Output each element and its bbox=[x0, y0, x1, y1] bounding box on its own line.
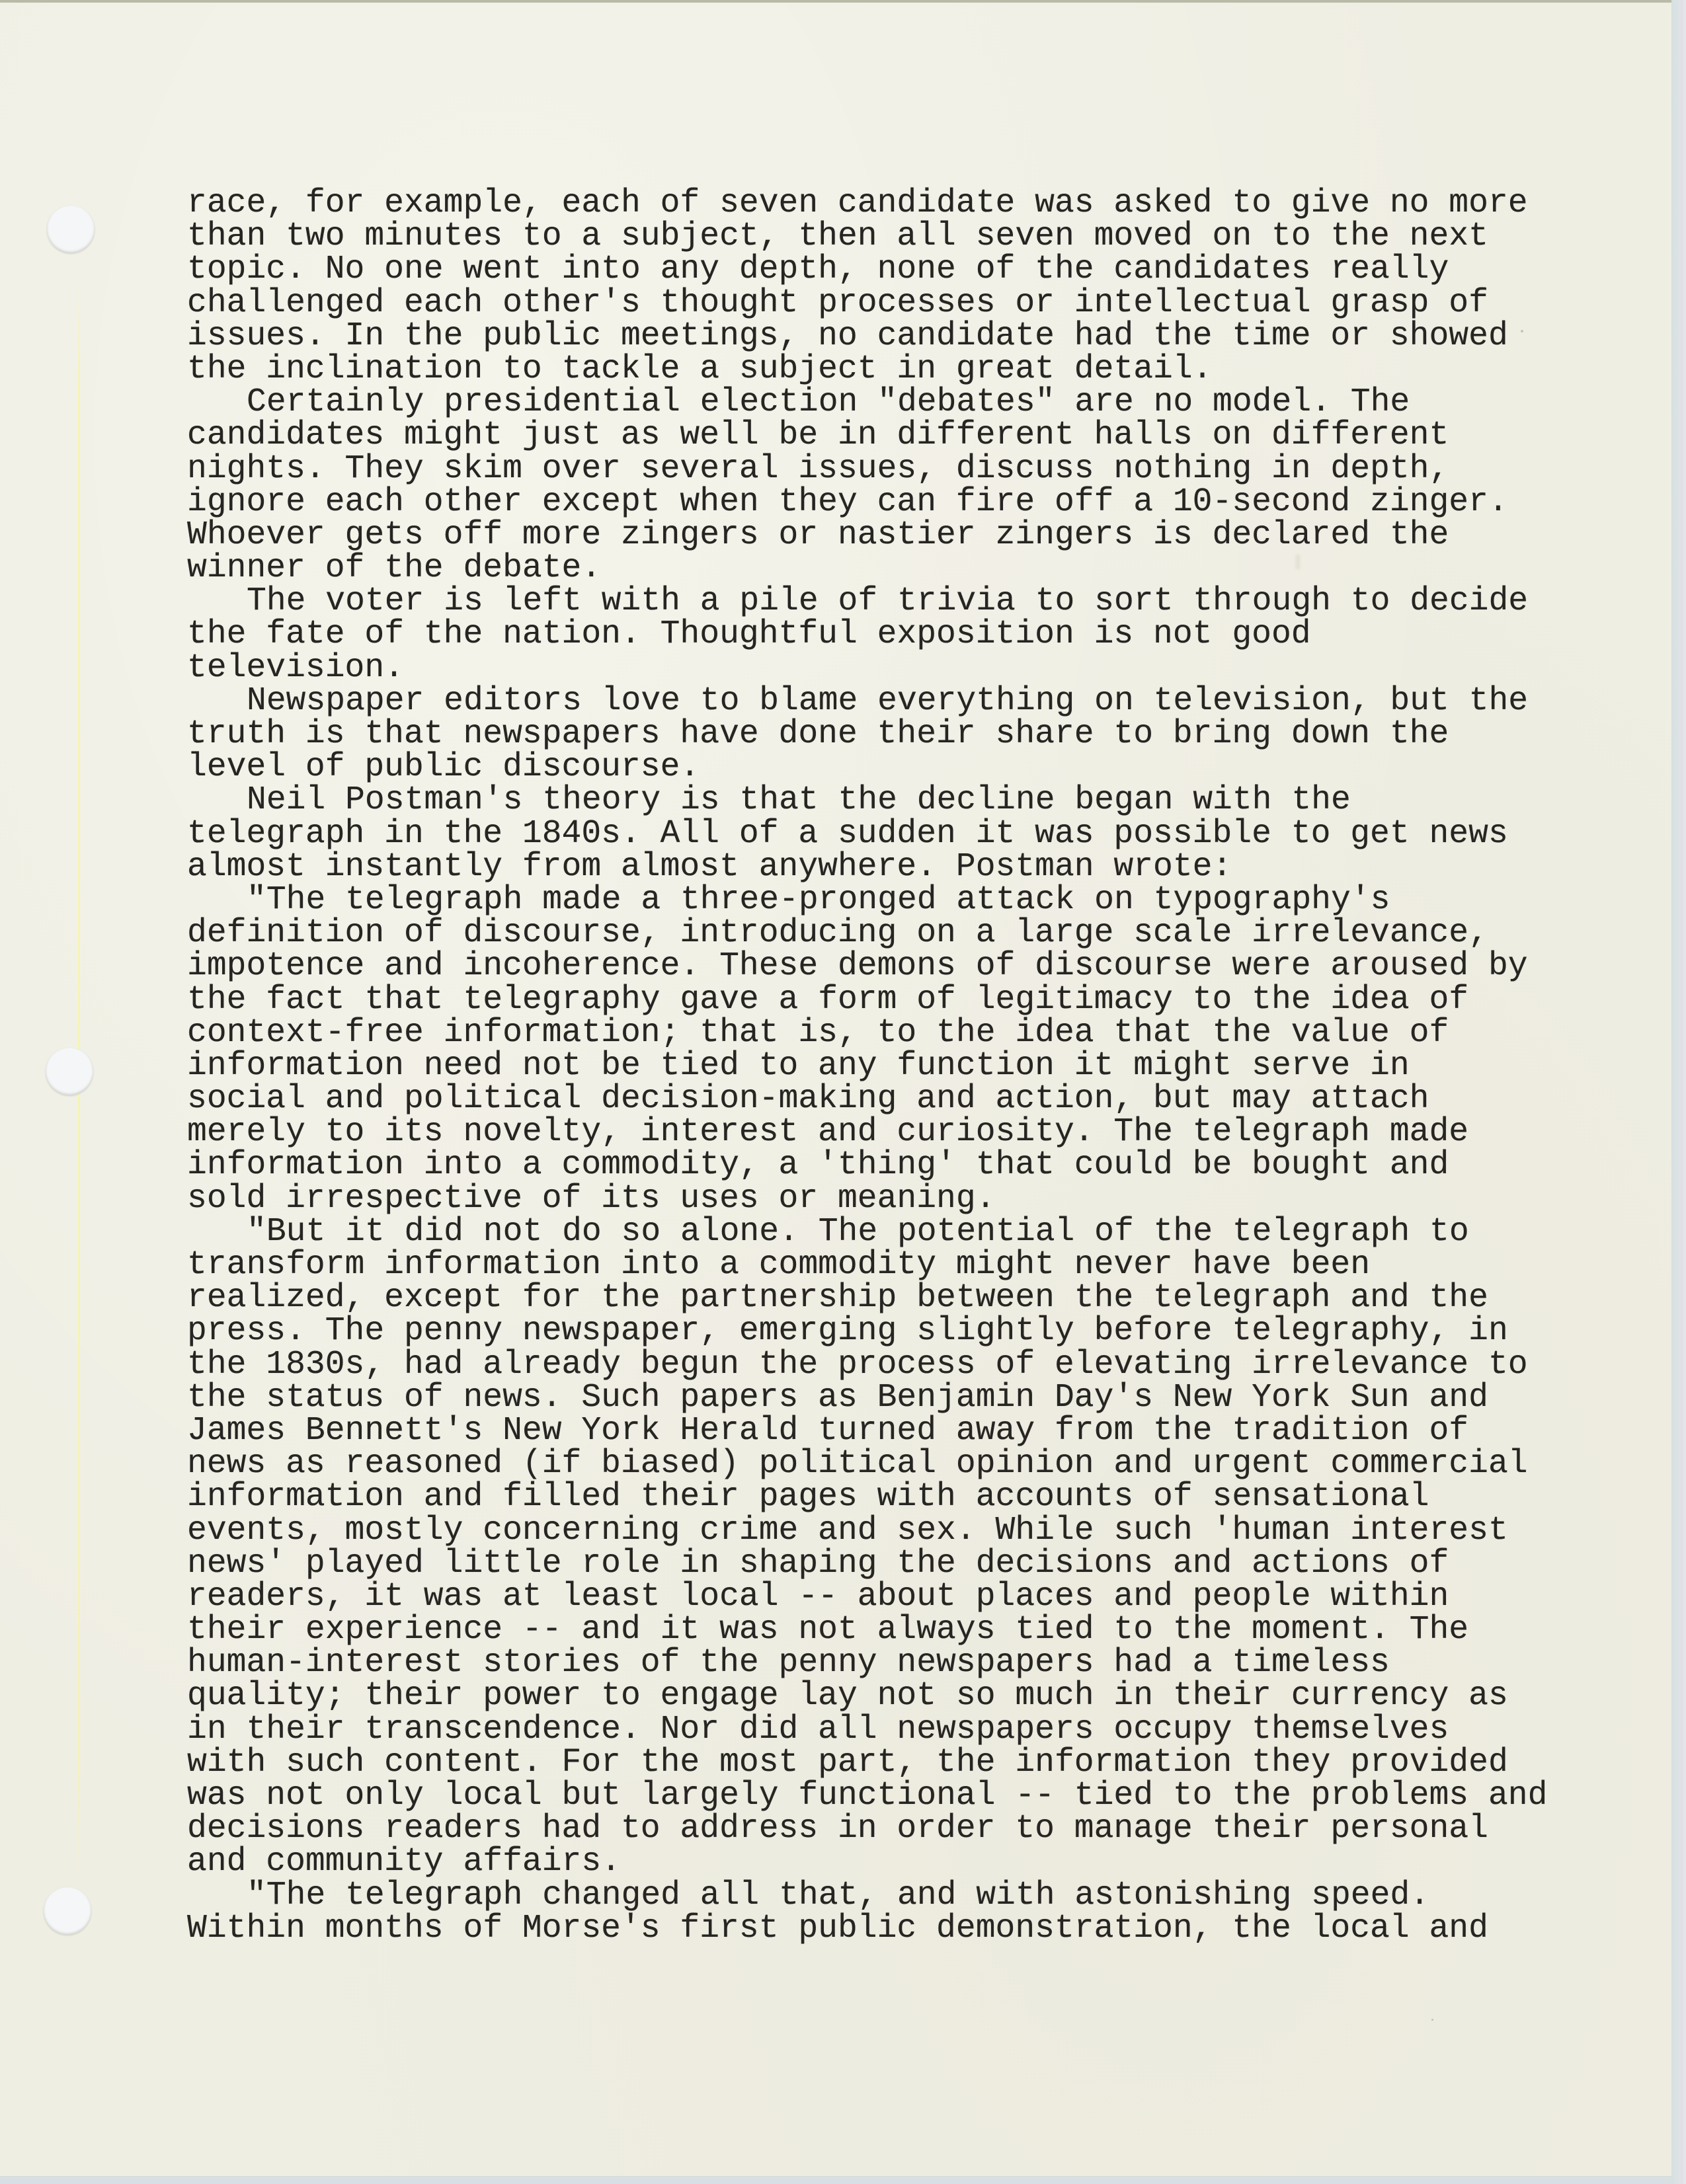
text-line: "The telegraph changed all that, and with astonishing speed. bbox=[247, 1876, 1430, 1914]
text-line: topic. No one went into any depth, none of the candidates really bbox=[187, 251, 1449, 288]
text-line: in their transcendence. Nor did all newspapers occupy themselves bbox=[187, 1710, 1449, 1748]
text-line: definition of discourse, introducing on a large scale irrelevance, bbox=[187, 914, 1488, 952]
paragraph bbox=[187, 684, 1668, 784]
punch-hole-top bbox=[47, 206, 95, 253]
text-line: the fact that telegraphy gave a form of legitimacy to the idea of bbox=[187, 980, 1469, 1018]
text-line: level of public discourse. bbox=[187, 748, 700, 786]
text-line: news as reasoned (if biased) political opinion and urgent commercial bbox=[187, 1445, 1528, 1483]
typewritten-page bbox=[0, 3, 1671, 2176]
paragraph bbox=[187, 783, 1668, 883]
text-line: their experience -- and it was not always tied to the moment. The bbox=[187, 1611, 1469, 1649]
punch-hole-bottom bbox=[44, 1887, 91, 1935]
text-line: events, mostly concerning crime and sex. While such 'human interest bbox=[187, 1511, 1508, 1549]
text-line: context-free information; that is, to the idea that the value of bbox=[187, 1013, 1449, 1051]
text-line: the inclination to tackle a subject in great detail. bbox=[187, 350, 1213, 387]
text-line: ignore each other except when they can fire off a 10-second zinger. bbox=[187, 483, 1508, 520]
text-line: readers, it was at least local -- about places and people within bbox=[187, 1577, 1449, 1615]
text-line: Newspaper editors love to blame everything on television, but the bbox=[247, 682, 1529, 719]
text-line: the fate of the nation. Thoughtful exposition is not good bbox=[187, 615, 1311, 653]
text-line: information into a commodity, a 'thing' that could be bought and bbox=[187, 1146, 1449, 1184]
text-line: winner of the debate. bbox=[187, 549, 602, 587]
text-line: information and filled their pages with accounts of sensational bbox=[187, 1478, 1429, 1516]
text-line: news' played little role in shaping the decisions and actions of bbox=[187, 1544, 1449, 1582]
text-line: the status of news. Such papers as Benjamin Day's New York Sun and bbox=[187, 1378, 1488, 1416]
text-line: press. The penny newspaper, emerging slightly before telegraphy, in bbox=[187, 1312, 1508, 1350]
paper-speck bbox=[1431, 2019, 1433, 2021]
text-line: with such content. For the most part, the information they provided bbox=[187, 1743, 1508, 1781]
text-line: issues. In the public meetings, no candidate had the time or showed bbox=[187, 317, 1508, 354]
text-line: the 1830s, had already begun the process of elevating irrelevance to bbox=[187, 1345, 1528, 1383]
paragraph bbox=[187, 1876, 1668, 1947]
text-line: realized, except for the partnership between the telegraph and the bbox=[187, 1279, 1488, 1317]
text-line: sold irrespective of its uses or meaning. bbox=[187, 1179, 996, 1217]
text-line: transform information into a commodity might never have been bbox=[187, 1246, 1371, 1283]
text-line: human-interest stories of the penny newspapers had a timeless bbox=[187, 1644, 1390, 1682]
text-line: merely to its novelty, interest and curiosity. The telegraph made bbox=[187, 1113, 1469, 1151]
paragraph bbox=[187, 1212, 1668, 1881]
text-line: television. bbox=[187, 648, 404, 686]
text-line: impotence and incoherence. These demons of discourse were aroused by bbox=[187, 947, 1528, 985]
text-line: Neil Postman's theory is that the decline began with the bbox=[247, 781, 1351, 819]
text-line: "But it did not do so alone. The potential of the telegraph to bbox=[247, 1212, 1469, 1250]
text-line: James Bennett's New York Herald turned away from the tradition of bbox=[187, 1411, 1469, 1449]
text-line: decisions readers had to address in order to manage their personal bbox=[187, 1810, 1488, 1848]
text-line: candidates might just as well be in different halls on different bbox=[187, 416, 1449, 454]
text-line: Whoever gets off more zingers or nastier zingers is declared the bbox=[187, 516, 1449, 553]
paragraph bbox=[187, 186, 1668, 385]
text-line: almost instantly from almost anywhere. Postman wrote: bbox=[187, 847, 1232, 885]
text-line: Certainly presidential election "debates" are no model. The bbox=[247, 383, 1410, 421]
text-line: race, for example, each of seven candidate was asked to give no more bbox=[187, 184, 1528, 221]
text-line: was not only local but largely functional -- tied to the problems and bbox=[187, 1777, 1548, 1814]
text-line: and community affairs. bbox=[187, 1843, 621, 1881]
text-line: nights. They skim over several issues, discuss nothing in depth, bbox=[187, 449, 1449, 487]
paragraph bbox=[187, 584, 1668, 684]
paragraph bbox=[187, 880, 1668, 1217]
text-line: social and political decision-making and action, but may attach bbox=[187, 1080, 1429, 1118]
text-line: "The telegraph made a three-pronged attack on typography's bbox=[247, 880, 1390, 918]
paragraph bbox=[187, 383, 1668, 587]
text-line: truth is that newspapers have done their share to bring down the bbox=[187, 715, 1449, 752]
text-line: The voter is left with a pile of trivia to sort through to decide bbox=[247, 582, 1529, 620]
text-line: Within months of Morse's first public demonstration, the local and bbox=[187, 1909, 1488, 1947]
text-line: challenged each other's thought processes or intellectual grasp of bbox=[187, 284, 1488, 321]
text-line: telegraph in the 1840s. All of a sudden it was possible to get news bbox=[187, 814, 1508, 852]
text-line: than two minutes to a subject, then all seven moved on to the next bbox=[187, 217, 1488, 255]
text-line: information need not be tied to any function it might serve in bbox=[187, 1046, 1410, 1084]
text-line: quality; their power to engage lay not so much in their currency as bbox=[187, 1677, 1508, 1715]
document-body bbox=[187, 186, 1668, 1945]
punch-hole-middle bbox=[46, 1048, 93, 1095]
scan-right-edge bbox=[1671, 0, 1686, 2184]
